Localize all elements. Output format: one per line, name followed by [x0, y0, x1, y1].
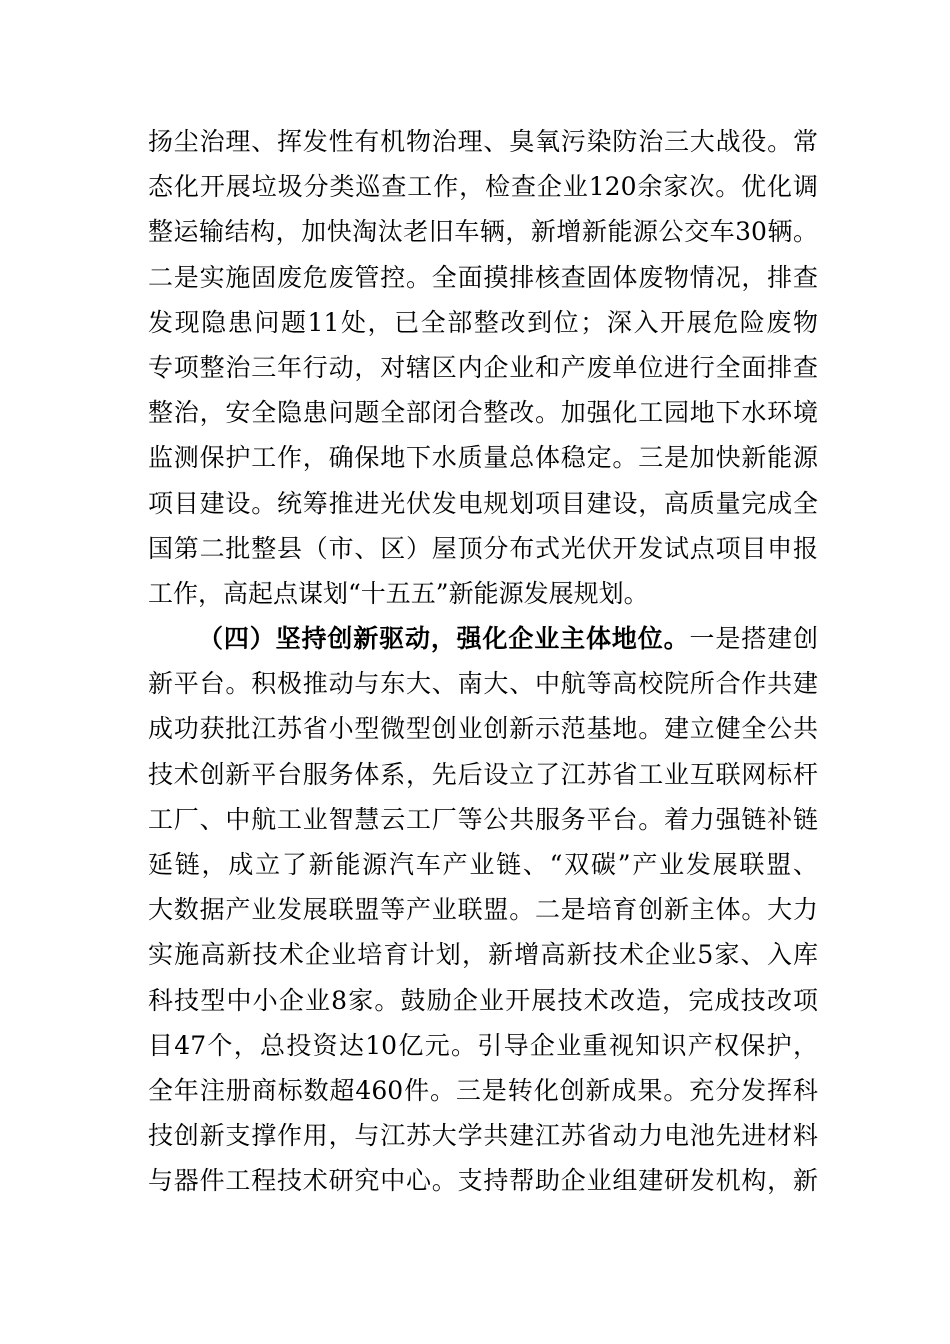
text-line: 技术创新平台服务体系，先后设立了江苏省工业互联网标杆	[148, 759, 818, 789]
text-line: 整治，安全隐患问题全部闭合整改。加强化工园地下水环境	[148, 398, 818, 428]
section-heading-line	[148, 616, 818, 661]
text-line: 工厂、中航工业智慧云工厂等公共服务平台。着力强链补链	[148, 804, 818, 834]
text-line: 项目建设。统筹推进光伏发电规划项目建设，高质量完成全	[148, 488, 818, 518]
text-line: 新平台。积极推动与东大、南大、中航等高校院所合作共建	[148, 669, 818, 699]
text-line: 目47个，总投资达10亿元。引导企业重视知识产权保护，	[148, 1030, 818, 1060]
text-line: 监测保护工作，确保地下水质量总体稳定。三是加快新能源	[148, 443, 818, 473]
text-line: 大数据产业发展联盟等产业联盟。二是培育创新主体。大力	[148, 895, 818, 925]
text-line: 实施高新技术企业培育计划，新增高新技术企业5家、入库	[148, 940, 818, 970]
text-line: 专项整治三年行动，对辖区内企业和产废单位进行全面排查	[148, 352, 818, 382]
body-text	[148, 119, 818, 1204]
text-line: 成功获批江苏省小型微型创业创新示范基地。建立健全公共	[148, 714, 818, 744]
text-line: 整运输结构，加快淘汰老旧车辆，新增新能源公交车30辆。	[148, 217, 818, 247]
text-line: 扬尘治理、挥发性有机物治理、臭氧污染防治三大战役。常	[148, 127, 818, 156]
text-line: 全年注册商标数超460件。三是转化创新成果。充分发挥科	[148, 1075, 818, 1105]
section-heading-continuation: 一是搭建创	[689, 624, 818, 654]
text-line: 科技型中小企业8家。鼓励企业开展技术改造，完成技改项	[148, 985, 818, 1015]
text-line: 二是实施固废危废管控。全面摸排核查固体废物情况，排查	[148, 262, 818, 292]
text-line: 延链，成立了新能源汽车产业链、“双碳”产业发展联盟、	[148, 850, 818, 879]
text-line: 发现隐患问题11处，已全部整改到位；深入开展危险废物	[148, 307, 818, 337]
text-line: 技创新支撑作用，与江苏大学共建江苏省动力电池先进材料	[148, 1121, 818, 1151]
text-line: 国第二批整县（市、区）屋顶分布式光伏开发试点项目申报	[148, 533, 818, 563]
paragraph-end-line: 工作，高起点谋划“十五五”新能源发展规划。	[148, 578, 649, 608]
section-heading: （四）坚持创新驱动，强化企业主体地位。	[198, 624, 690, 654]
text-line: 态化开展垃圾分类巡查工作，检查企业120余家次。优化调	[148, 172, 818, 202]
text-line: 与器件工程技术研究中心。支持帮助企业组建研发机构，新	[148, 1166, 818, 1196]
